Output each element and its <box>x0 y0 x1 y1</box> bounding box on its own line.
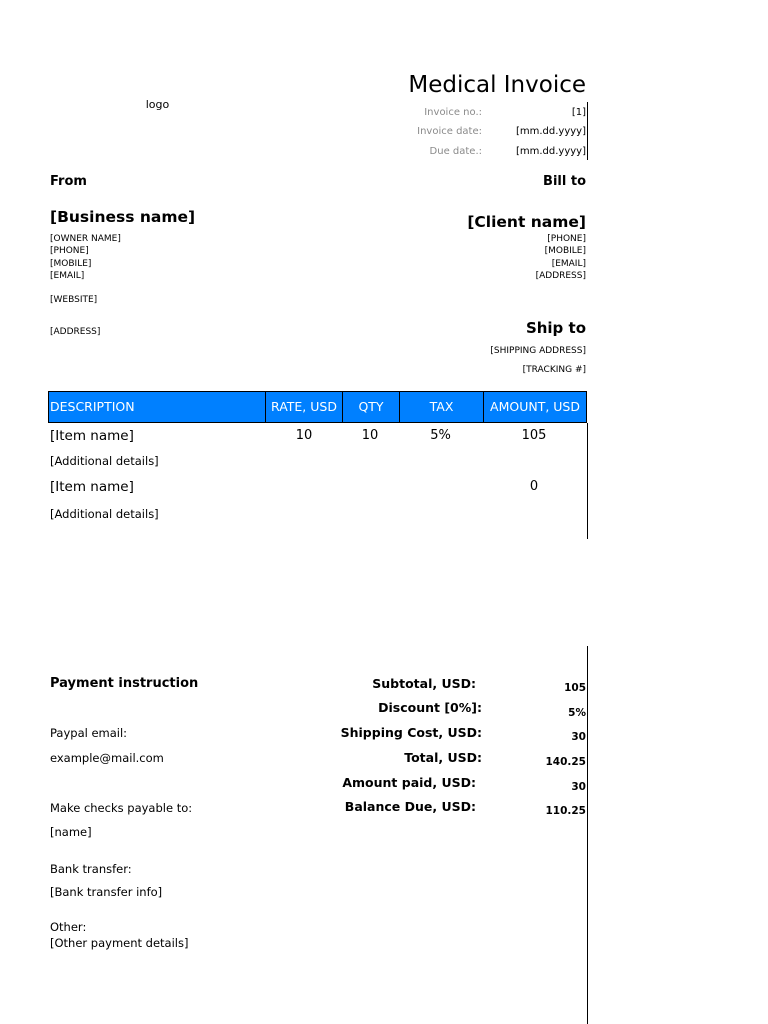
item-name[interactable]: [Item name] <box>50 428 134 444</box>
bill-phone[interactable]: [PHONE] <box>547 234 586 244</box>
due-date-value[interactable]: [mm.dd.yyyy] <box>515 146 586 157</box>
col-amount: AMOUNT, USD <box>490 399 580 414</box>
invoice-no-value[interactable]: [1] <box>571 107 586 118</box>
logo: logo <box>145 98 170 111</box>
item-qty[interactable]: 10 <box>361 428 379 443</box>
item-amount: 105 <box>521 428 547 443</box>
from-mobile[interactable]: [MOBILE] <box>50 259 92 269</box>
invoice-no-label: Invoice no.: <box>424 107 482 118</box>
col-tax: TAX <box>429 399 454 414</box>
checks-name[interactable]: [name] <box>50 825 92 839</box>
bank-info[interactable]: [Bank transfer info] <box>50 885 163 899</box>
ship-to-label: Ship to <box>525 319 586 337</box>
other-details[interactable]: [Other payment details] <box>50 936 189 950</box>
subtotal-label: Subtotal, USD: <box>372 676 476 691</box>
from-label: From <box>50 174 87 189</box>
item-amount: 0 <box>529 479 539 494</box>
balance-due-label: Balance Due, USD: <box>344 799 476 814</box>
bill-address[interactable]: [ADDRESS] <box>535 271 586 281</box>
paypal-label: Paypal email: <box>50 726 128 740</box>
tracking-number[interactable]: [TRACKING #] <box>522 365 586 375</box>
subtotal-value: 105 <box>564 682 586 694</box>
total-label: Total, USD: <box>404 750 482 765</box>
bank-label: Bank transfer: <box>50 862 132 876</box>
from-email[interactable]: [EMAIL] <box>50 271 85 281</box>
balance-due-value: 110.25 <box>545 805 586 817</box>
paypal-email[interactable]: example@mail.com <box>50 751 164 765</box>
meta-border <box>587 102 588 160</box>
client-name[interactable]: [Client name] <box>467 213 586 231</box>
invoice-date-label: Invoice date: <box>417 126 482 137</box>
amount-paid-label: Amount paid, USD: <box>342 775 476 790</box>
discount-value[interactable]: 5% <box>568 707 586 719</box>
shipping-cost-value[interactable]: 30 <box>571 731 586 743</box>
item-name[interactable]: [Item name] <box>50 479 134 495</box>
table-right-border <box>587 423 588 539</box>
from-website[interactable]: [WEBSITE] <box>50 295 98 305</box>
shipping-address[interactable]: [SHIPPING ADDRESS] <box>490 346 586 356</box>
items-table-header <box>48 391 587 423</box>
col-description: DESCRIPTION <box>50 399 135 414</box>
from-phone[interactable]: [PHONE] <box>50 246 89 256</box>
business-name[interactable]: [Business name] <box>50 208 196 226</box>
totals-right-border <box>587 646 588 1024</box>
col-rate: RATE, USD <box>271 399 337 414</box>
due-date-label: Due date.: <box>429 146 482 157</box>
payment-title: Payment instruction <box>50 676 199 691</box>
checks-label: Make checks payable to: <box>50 801 193 815</box>
item-details[interactable]: [Additional details] <box>50 507 159 521</box>
total-value: 140.25 <box>545 756 586 768</box>
shipping-cost-label: Shipping Cost, USD: <box>340 725 482 740</box>
bill-email[interactable]: [EMAIL] <box>551 259 586 269</box>
other-label: Other: <box>50 920 87 934</box>
discount-label: Discount [0%]: <box>378 700 482 715</box>
item-rate[interactable]: 10 <box>295 428 313 443</box>
owner-name[interactable]: [OWNER NAME] <box>50 234 121 244</box>
amount-paid-value[interactable]: 30 <box>571 781 586 793</box>
invoice-date-value[interactable]: [mm.dd.yyyy] <box>515 126 586 137</box>
col-qty: QTY <box>358 399 384 414</box>
bill-mobile[interactable]: [MOBILE] <box>544 246 586 256</box>
invoice-title: Medical Invoice <box>408 72 586 98</box>
item-tax[interactable]: 5% <box>430 428 451 443</box>
bill-to-label: Bill to <box>543 174 586 189</box>
item-details[interactable]: [Additional details] <box>50 454 159 468</box>
from-address[interactable]: [ADDRESS] <box>50 327 101 337</box>
